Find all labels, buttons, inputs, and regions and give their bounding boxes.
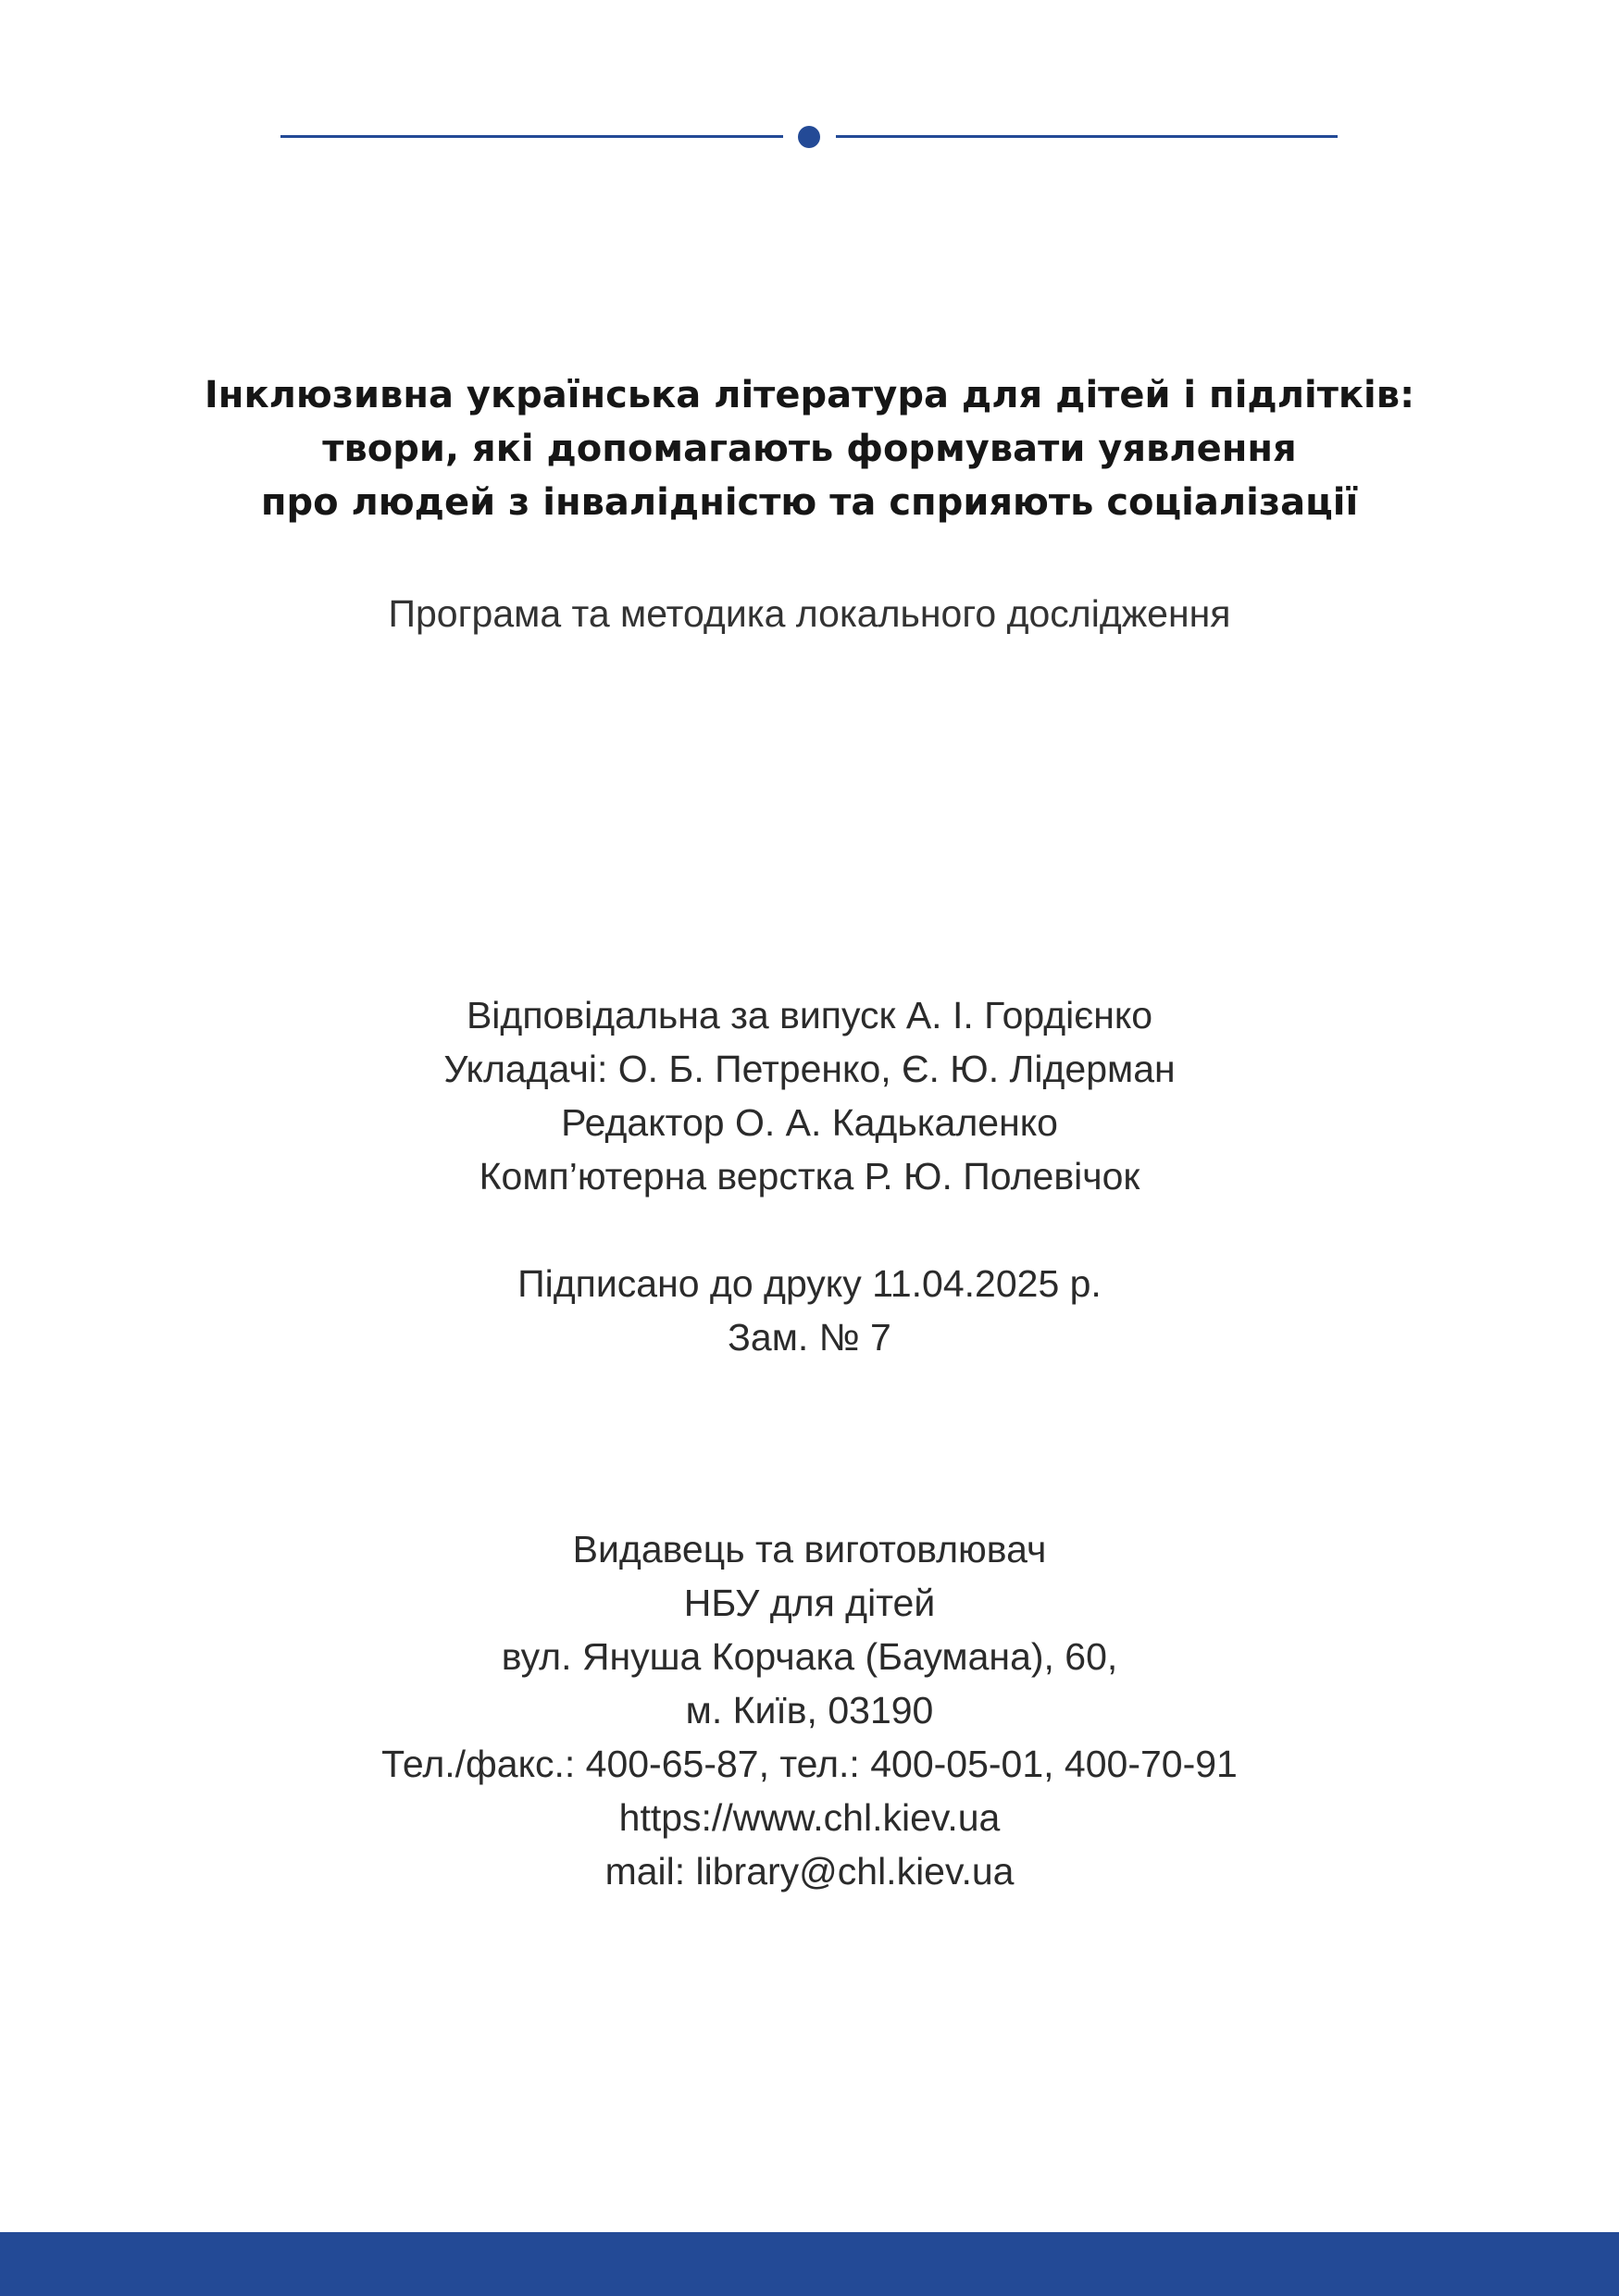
print-info-block — [139, 1257, 1480, 1364]
credit-line: Редактор О. А. Кадькаленко — [561, 1101, 1058, 1144]
credits-block — [139, 988, 1480, 1203]
document-subtitle: Програма та методика локального дослідження — [388, 592, 1231, 635]
publisher-website[interactable]: https://www.chl.kiev.ua — [618, 1796, 1001, 1839]
document-title — [139, 368, 1480, 529]
credit-line: Комп’ютерна верстка Р. Ю. Полевічок — [479, 1155, 1140, 1198]
print-info-line: Зам. № 7 — [728, 1316, 891, 1359]
top-ornament — [280, 126, 1338, 148]
publisher-phone-line: Тел./факс.: 400-65-87, тел.: 400-05-01, 400-70-91 — [381, 1743, 1238, 1785]
print-info-line: Підписано до друку 11.04.2025 р. — [517, 1262, 1102, 1305]
ornament-dot — [798, 126, 820, 148]
publisher-line: НБУ для дітей — [683, 1582, 936, 1624]
title-line: Інклюзивна українська література для дітей і підлітків: — [204, 374, 1415, 416]
publisher-email[interactable]: mail: library@chl.kiev.ua — [604, 1850, 1015, 1893]
title-line: твори, які допомагають формувати уявлення — [322, 428, 1297, 470]
publisher-address-line: вул. Януша Корчака (Баумана), 60, — [501, 1635, 1118, 1678]
credit-line: Укладачі: О. Б. Петренко, Є. Ю. Лідерман — [443, 1048, 1176, 1090]
publisher-line: Видавець та виготовлювач — [572, 1528, 1047, 1570]
bottom-bar — [0, 2232, 1619, 2296]
ornament-line-right — [836, 135, 1338, 138]
publisher-city-line: м. Київ, 03190 — [685, 1689, 934, 1731]
credit-line: Відповідальна за випуск А. І. Гордієнко — [466, 994, 1153, 1036]
ornament-line-left — [280, 135, 783, 138]
title-line: про людей з інвалідністю та сприяють соціалізації — [260, 481, 1359, 524]
publisher-block — [139, 1522, 1480, 1898]
